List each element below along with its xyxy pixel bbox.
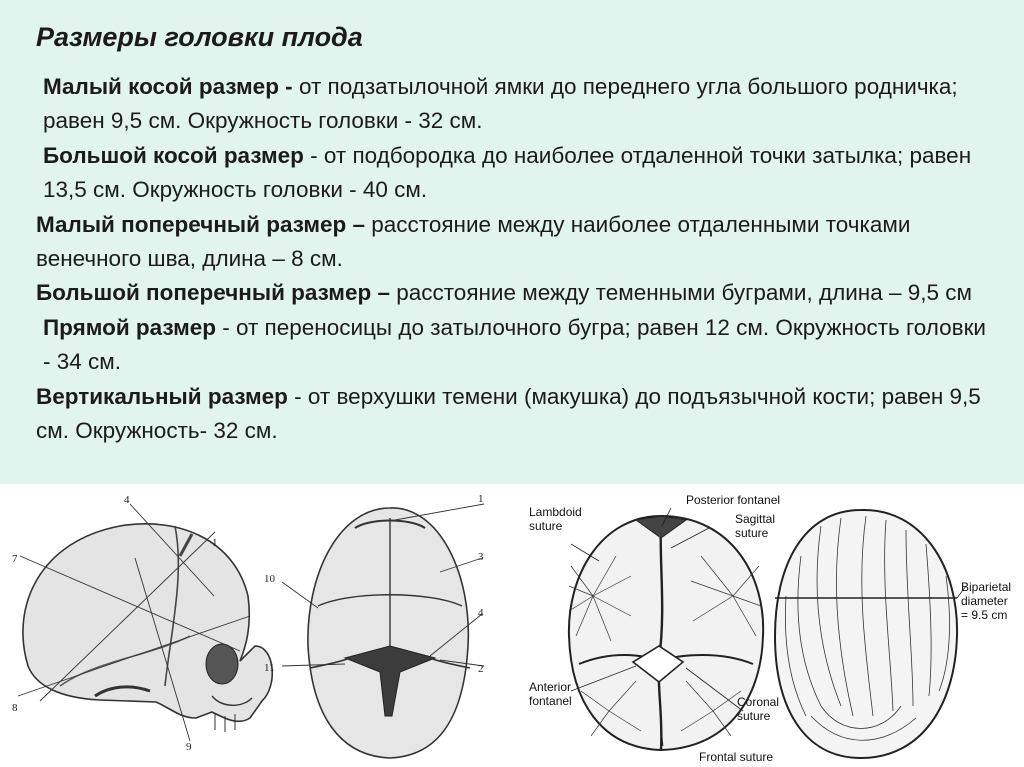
label-8: 8 — [12, 702, 18, 714]
label-7: 7 — [12, 553, 18, 565]
definition: - от верхушки темени (макушка) до подъязычной кости; равен 9,5 см. Окружность- 32 см. — [36, 383, 981, 444]
term: Вертикальный размер — [36, 383, 288, 409]
label-posterior-fontanel: Posterior fontanel — [686, 493, 781, 507]
label-4-lateral: 4 — [124, 494, 130, 506]
skull-diagram-left — [0, 486, 508, 767]
label-biparietal-2: diameter — [961, 594, 1008, 608]
suture-skull-illustration — [569, 516, 763, 750]
label-coronal-1: Coronal — [737, 695, 780, 709]
body-text — [36, 70, 996, 448]
label-2: 2 — [478, 663, 484, 675]
term: Большой косой размер — [43, 142, 304, 168]
label-9: 9 — [186, 741, 192, 753]
paragraph-small-oblique — [36, 70, 996, 139]
definition: - от подбородка до наиболее отдаленной точки затылка; равен 13,5 см. Окружность головки - 40 см. — [43, 142, 972, 203]
page-title: Размеры головки плода — [36, 22, 363, 52]
skull-diagram-svg — [0, 486, 508, 767]
definition: расстояние между наиболее отдаленными точками венечного шва, длина – 8 см. — [36, 211, 911, 272]
paragraph-small-transverse — [36, 208, 996, 277]
hair-skull-illustration — [775, 510, 957, 758]
label-1-lateral: 1 — [212, 537, 218, 549]
label-lambdoid-1: Lambdoid — [529, 505, 582, 519]
paragraph-large-oblique — [36, 139, 996, 208]
definition: расстояние между теменными буграми, длина – 9,5 см — [389, 280, 972, 306]
label-4-top: 4 — [478, 607, 484, 619]
label-anterior-1: Anterior — [529, 680, 572, 694]
label-11: 11 — [264, 662, 275, 674]
term: Малый поперечный размер – — [36, 211, 366, 237]
definition: от подзатылочной ямки до переднего угла большого родничка; равен 9,5 см. Окружность головки - 32 см. — [43, 74, 958, 134]
paragraph-large-transverse — [36, 276, 996, 310]
term: Прямой размер — [43, 314, 216, 340]
term: Малый косой размер - — [43, 74, 293, 99]
term: Большой поперечный размер – — [36, 280, 390, 306]
label-3: 3 — [478, 551, 484, 563]
paragraph-direct — [36, 311, 996, 380]
label-sagittal-1: Sagittal — [735, 512, 776, 526]
fontanel-diagram-svg — [521, 486, 1024, 767]
definition: - от переносицы до затылочного бугра; равен 12 см. Окружность головки - 34 см. — [43, 314, 987, 375]
label-biparietal-3: = 9.5 cm — [961, 608, 1008, 622]
label-anterior-2: fontanel — [529, 694, 572, 708]
label-lambdoid-2: suture — [529, 519, 563, 533]
label-frontal-suture: Frontal suture — [699, 750, 774, 764]
label-biparietal-1: Biparietal — [961, 580, 1012, 594]
paragraph-vertical — [36, 380, 996, 449]
label-1-top: 1 — [478, 493, 484, 505]
label-10: 10 — [264, 573, 275, 585]
skull-diagram-right — [521, 486, 1024, 767]
label-sagittal-2: suture — [735, 526, 769, 540]
label-coronal-2: suture — [737, 709, 771, 723]
top-skull-illustration — [308, 508, 470, 758]
